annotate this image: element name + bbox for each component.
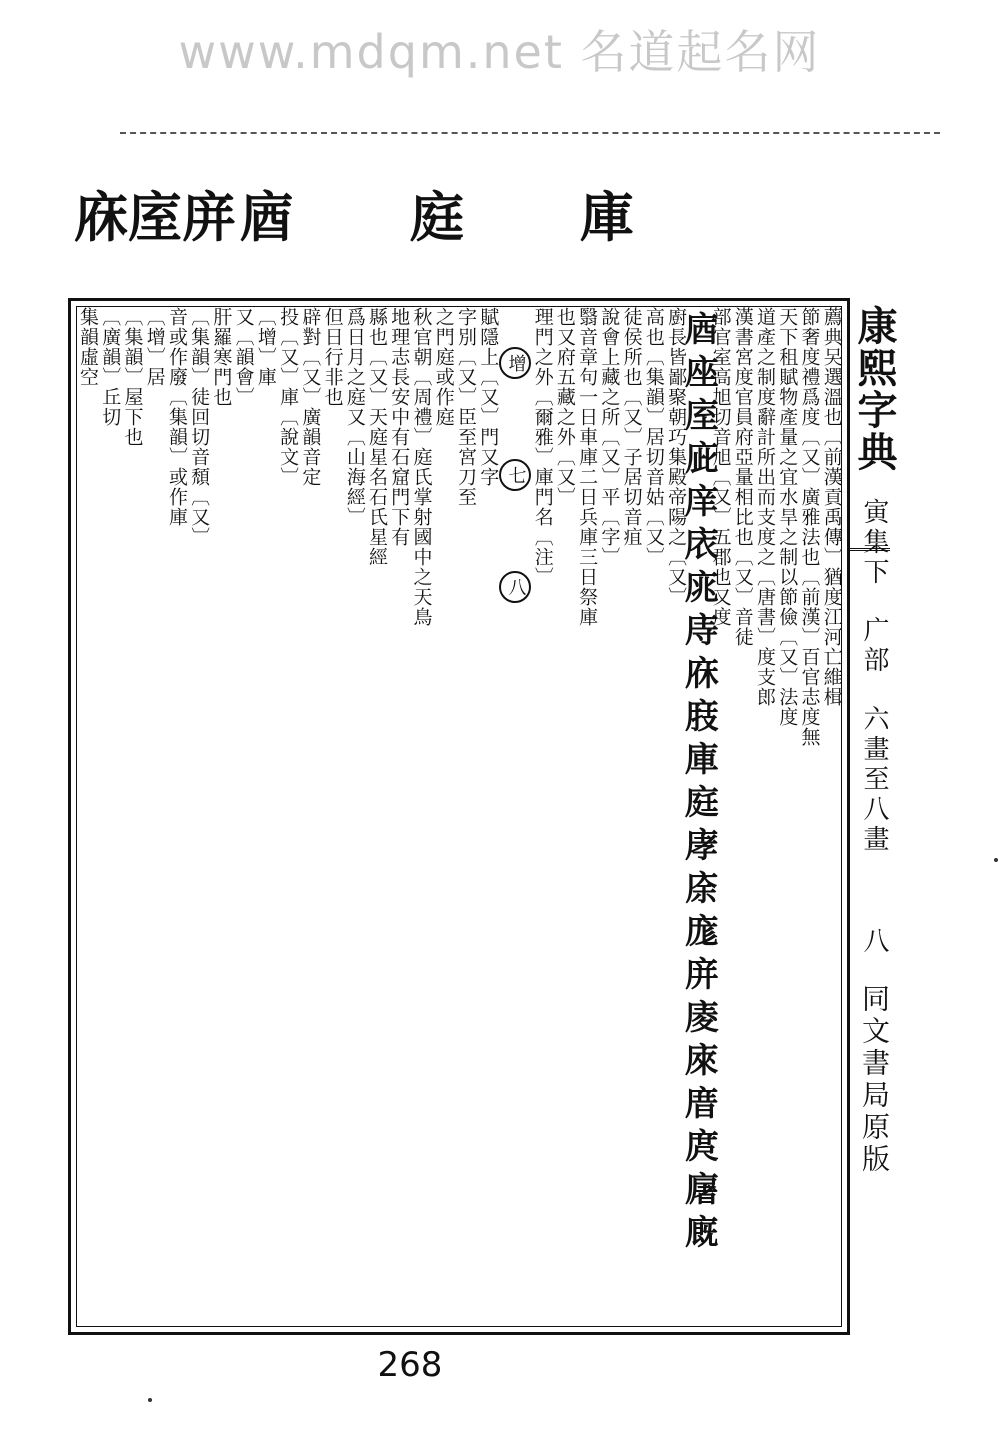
scan-speck [148, 1398, 152, 1402]
text-column: 又〔韻會〕 [232, 307, 255, 407]
dashed-rule [120, 132, 940, 134]
text-column: 〔集韻〕徒回切音頹〔又〕 [188, 307, 211, 547]
headword: 庰 [678, 956, 719, 991]
headword: 庱 [678, 999, 719, 1034]
text-column: 也又府五藏之外〔又〕 [553, 307, 576, 507]
page-frame [68, 298, 850, 1335]
scan-speck [994, 858, 998, 862]
text-column: 投〔又〕庫〔說文〕 [277, 307, 300, 487]
headword: 庮 [678, 311, 719, 346]
headword: 廜 [678, 1171, 719, 1206]
headword: 庩 [678, 870, 719, 905]
headword: 庥 [678, 655, 719, 690]
text-column: 〔增〕居 [143, 307, 166, 387]
seal-glyph: 庭 [410, 185, 460, 249]
headword: 庡 [678, 526, 719, 561]
headword: 座 [678, 354, 719, 389]
headword: 庣 [678, 569, 719, 604]
circled-section-mark: 增 [499, 347, 531, 379]
watermark: www.mdqm.net 名道起名网 [178, 25, 821, 79]
text-column: 〔廣韻〕丘切 [99, 307, 122, 427]
headword: 庬 [678, 913, 719, 948]
seal-glyph: 庥 [74, 185, 124, 249]
text-column: 道產之制度辭計所出而支度之〔唐書〕度支郎 [754, 307, 777, 707]
headword: 庫 [678, 741, 719, 776]
headword: 庠 [678, 483, 719, 518]
text-column: 字別〔又〕臣至宮刀至 [454, 307, 477, 507]
text-column: 秋官朝〔周禮〕庭氏掌射國中之天鳥 [410, 307, 433, 627]
stroke-range: 六畫至八畫 [859, 705, 889, 856]
text-column: 縣也〔又〕天庭星名石氏星經 [366, 307, 389, 567]
text-column: 音或作廢〔集韻〕或作庫 [165, 307, 188, 527]
text-column: 廚長皆鄙聚朝巧集殿帝陽之〔又〕 [665, 307, 688, 607]
text-column: 集韻虛空 [77, 307, 99, 387]
text-column: 爲日月之庭又〔山海經〕 [343, 307, 366, 527]
headword: 庨 [678, 827, 719, 862]
circled-section-mark: 八 [499, 571, 531, 603]
headword: 庴 [678, 1085, 719, 1120]
headword: 庛 [678, 440, 719, 475]
text-column: 說會上藏之所〔又〕平〔字〕 [598, 307, 621, 567]
text-column: 但日行非也 [321, 307, 344, 407]
text-column: 辟對〔又〕廣韻音定 [299, 307, 322, 487]
headword: 庪 [678, 698, 719, 733]
publisher-label: 同文書局原版 [858, 984, 891, 1177]
headword-index [678, 307, 719, 1325]
text-column: 地理志長安中有石窟門下有 [388, 307, 411, 547]
volume-label: 寅集下 [859, 498, 889, 589]
text-column: 賦隱上〔又〕門又字 [477, 307, 500, 487]
text-column: 漢書宮度官員府亞量相比也〔又〕音徒 [731, 307, 754, 647]
headword: 庲 [678, 1042, 719, 1077]
headword: 庹 [678, 1128, 719, 1163]
text-column: 徒侯所也〔又〕子居切音疽 [620, 307, 643, 547]
seal-glyph: 庫 [580, 185, 630, 249]
seal-glyph: 庰 [182, 185, 232, 249]
text-column: 〔增〕庫 [254, 307, 277, 387]
page-number: 268 [377, 1345, 443, 1385]
circled-section-mark: 七 [499, 459, 531, 491]
section-marks [499, 307, 531, 1325]
text-column: 節奢度禮爲度〔又〕廣雅法也〔前漢〕百官志度無 [798, 307, 821, 747]
text-column: 〔集韻〕屋下也 [121, 307, 144, 447]
seal-glyph: 庢 [128, 185, 178, 249]
headword: 庭 [678, 784, 719, 819]
text-column: 高也〔集韻〕居切音姑〔又〕 [642, 307, 665, 567]
text-column: 翳音章句一日車庫二日兵庫三日祭庫 [576, 307, 599, 627]
headword: 庢 [678, 397, 719, 432]
dictionary-columns [77, 307, 843, 1328]
text-column: 之門庭或作庭 [432, 307, 455, 427]
dictionary-title: 康熙字典 [851, 305, 898, 473]
seal-glyph: 庮 [240, 185, 290, 249]
radical-label: 广部 [859, 615, 889, 676]
text-column: 天下租賦物產量之宜水旱之制以節儉〔又〕法度 [776, 307, 799, 727]
text-column: 部官室高旭切音旭〔又〕五郡也又度 [709, 307, 732, 627]
text-column: 肝羅寒門也 [210, 307, 233, 407]
headword: 庤 [678, 612, 719, 647]
text-column: 薦典㕦選溫也〔前漢貢禹傳〕猶度江河亡維楫 [820, 307, 843, 707]
text-column: 理門之外〔爾雅〕庫門名〔注〕 [531, 307, 554, 587]
headword: 廐 [678, 1214, 719, 1249]
page-in-volume: 八 [859, 926, 889, 957]
running-header [851, 305, 898, 1345]
